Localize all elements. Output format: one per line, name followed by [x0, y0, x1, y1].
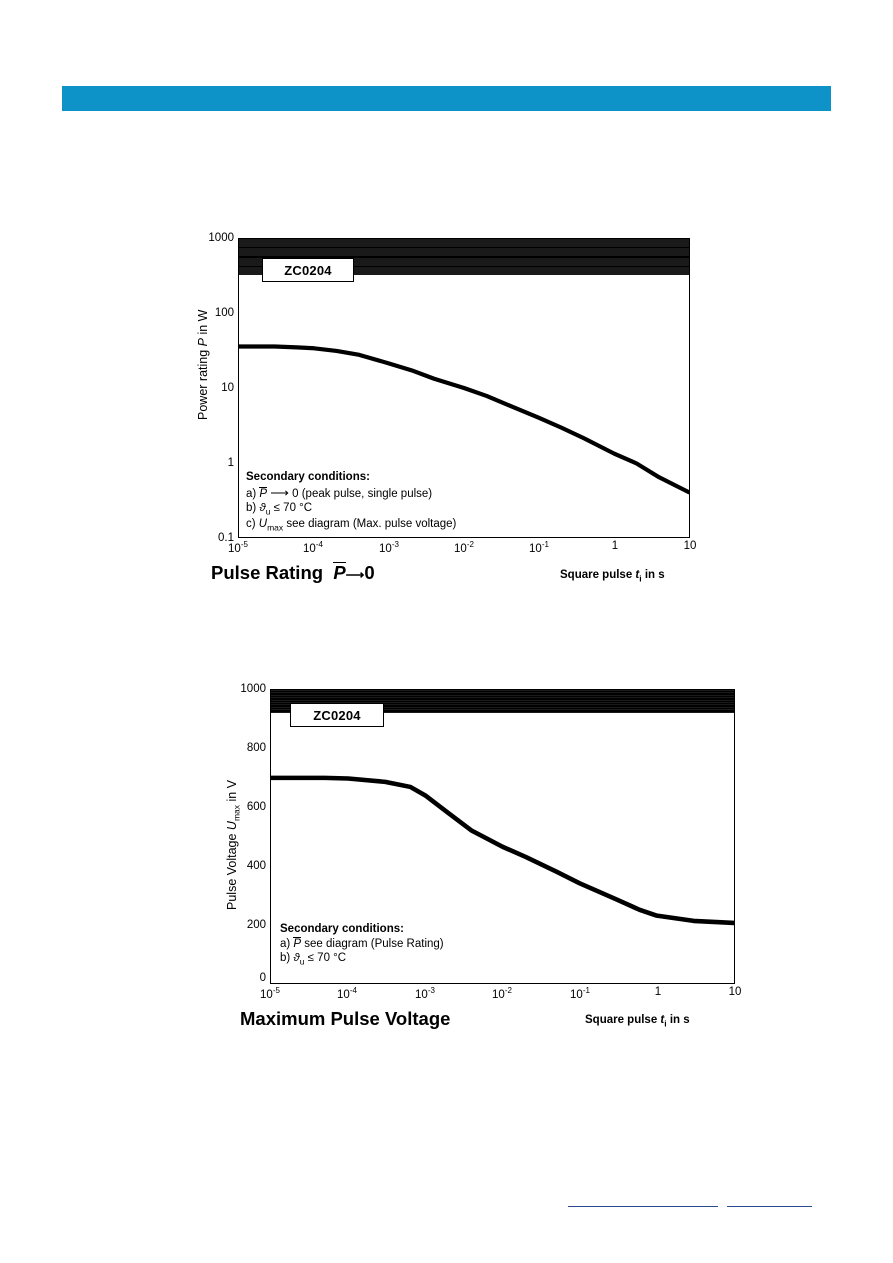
chart1-part-label: ZC0204 — [262, 258, 354, 282]
chart1-x-tick: 10 — [683, 540, 697, 552]
chart1-x-tick: $10^{-2}$ — [454, 540, 474, 555]
chart1-y-tick: 0.1 — [218, 532, 234, 544]
chart1-x-tick: $10^{-4}$ — [303, 540, 323, 555]
chart2-y-axis-title: Pulse Voltage $U_{max}$ in V — [225, 779, 242, 910]
chart2-y-tick: 400 — [246, 860, 266, 872]
chart2-condition-a: a) P see diagram (Pulse Rating) — [280, 937, 444, 950]
chart2-x-tick: $10^{-5}$ — [260, 986, 280, 1001]
chart2-x-tick: $10^{-1}$ — [570, 986, 590, 1001]
chart1-x-tick: 1 — [611, 540, 619, 552]
chart1-y-tick: 100 — [214, 307, 234, 319]
chart1-condition-c: c) $U_{max}$ see diagram (Max. pulse voltage) — [246, 518, 457, 533]
chart2-y-tick: 200 — [246, 919, 266, 931]
chart2-x-tick: $10^{-2}$ — [492, 986, 512, 1001]
chart2-x-tick: 1 — [654, 986, 662, 998]
chart2-conditions — [276, 920, 448, 970]
chart2-conditions-title: Secondary conditions: — [280, 923, 404, 935]
chart2-x-tick: $10^{-3}$ — [415, 986, 435, 1001]
chart1-y-tick: 10 — [221, 382, 234, 394]
chart2-condition-b: b) $ϑ_u \le 70$ °C — [280, 952, 347, 967]
chart1-caption-right: Square pulse $t_i$ in s — [560, 569, 665, 584]
chart1-x-tick: $10^{-5}$ — [228, 540, 248, 555]
chart2-y-tick: 0 — [259, 972, 266, 984]
chart1-condition-b: b) $ϑ_u \le 70$ °C — [246, 502, 313, 517]
chart2-caption-right: Square pulse $t_i$ in s — [585, 1014, 690, 1029]
chart2-x-tick: 10 — [728, 986, 742, 998]
chart1-caption: Pulse Rating P⟶0 — [211, 562, 375, 583]
chart2-y-tick: 1000 — [240, 683, 266, 695]
chart1-condition-a: a) P ⟶ 0 (peak pulse, single pulse) — [246, 484, 433, 500]
chart1-x-tick: $10^{-1}$ — [529, 540, 549, 555]
chart1-y-tick: 1 — [227, 457, 234, 469]
chart2-y-tick: 600 — [246, 801, 266, 813]
chart2-x-tick: $10^{-4}$ — [337, 986, 357, 1001]
chart1-y-tick: 1000 — [208, 232, 234, 244]
chart2-part-label: ZC0204 — [290, 703, 384, 727]
chart1-conditions-title: Secondary conditions: — [246, 471, 370, 483]
footer-link-underline-right — [727, 1206, 812, 1207]
chart2-caption: Maximum Pulse Voltage — [240, 1008, 451, 1029]
chart1-x-tick: $10^{-3}$ — [379, 540, 399, 555]
footer-link-underline-left — [568, 1206, 718, 1207]
chart2-y-tick: 800 — [246, 742, 266, 754]
chart1-y-axis-title: Power rating P in W — [196, 309, 210, 420]
